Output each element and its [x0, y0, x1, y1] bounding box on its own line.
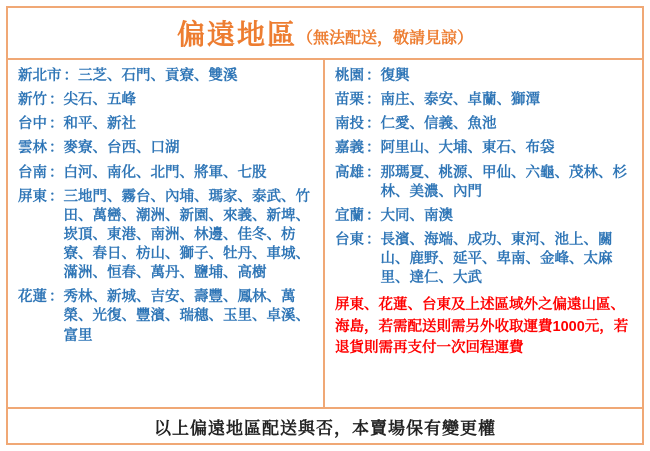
- area-separator: ：: [366, 92, 381, 109]
- area-row: [18, 91, 315, 110]
- area-separator: ：: [49, 140, 64, 157]
- area-row: [18, 67, 315, 86]
- area-row: [335, 207, 634, 226]
- area-separator: ：: [49, 92, 64, 109]
- area-separator: ：: [366, 116, 381, 133]
- area-places: 尖石、五峰: [63, 92, 136, 109]
- extra-shipping-notice: [335, 294, 634, 358]
- notice-frame: [6, 6, 644, 445]
- area-row: [335, 164, 634, 202]
- footer-text: 以上偏遠地區配送與否，本賣場保有變更權: [154, 418, 496, 438]
- area-row: [18, 188, 315, 284]
- area-separator: ：: [49, 289, 64, 306]
- area-places: 三芝、石門、貢寮、雙溪: [78, 68, 238, 84]
- title-bar: [8, 8, 642, 60]
- area-row: [18, 164, 315, 183]
- right-area-column: [325, 60, 642, 407]
- area-label: 台中: [18, 116, 47, 133]
- area-label: 新北市: [18, 68, 62, 84]
- area-label: 雲林: [18, 140, 47, 157]
- area-label: 台南: [18, 164, 47, 181]
- area-label: 高雄: [335, 164, 364, 181]
- area-label: 苗栗: [335, 92, 364, 109]
- area-label: 宜蘭: [335, 207, 364, 224]
- area-row: [18, 288, 315, 345]
- area-label: 南投: [335, 116, 364, 133]
- area-separator: ：: [49, 188, 64, 205]
- area-places: 秀林、新城、吉安、壽豐、鳳林、萬榮、光復、豐濱、瑞穗、玉里、卓溪、富里: [63, 289, 310, 344]
- page-title: 偏遠地區: [176, 19, 297, 50]
- area-label: 新竹: [18, 92, 47, 109]
- area-row: [18, 139, 315, 158]
- left-area-column: [8, 60, 325, 407]
- area-places: 那瑪夏、桃源、甲仙、六龜、茂林、杉林、美濃、內門: [380, 164, 627, 200]
- area-row: [335, 115, 634, 134]
- area-label: 嘉義: [335, 140, 364, 157]
- area-separator: ：: [366, 68, 381, 84]
- area-label: 花蓮: [18, 289, 47, 306]
- area-separator: ：: [366, 207, 381, 224]
- area-places: 阿里山、大埔、東石、布袋: [380, 140, 555, 157]
- area-places: 麥寮、台西、口湖: [63, 140, 180, 157]
- area-places: 大同、南澳: [380, 207, 453, 224]
- area-places: 復興: [380, 68, 410, 84]
- area-places: 三地門、霧台、內埔、瑪家、泰武、竹田、萬巒、潮洲、新園、來義、新埤、崁頂、東港、南洲、林邊、佳冬、枋寮、春日、枋山、獅子、牡丹、車城、滿洲、恒春、萬丹、鹽埔、高樹: [63, 188, 310, 282]
- area-places: 長濱、海端、成功、東河、池上、關山、鹿野、延平、卑南、金峰、太麻里、達仁、大武: [380, 231, 613, 287]
- area-separator: ：: [49, 164, 64, 181]
- area-label: 屏東: [18, 188, 47, 205]
- area-separator: ：: [63, 68, 78, 84]
- area-places: 南庄、泰安、卓蘭、獅潭: [380, 92, 540, 109]
- area-separator: ：: [49, 116, 64, 133]
- area-separator: ：: [366, 140, 381, 157]
- area-columns: [8, 60, 642, 407]
- page-subtitle: （無法配送，敬請見諒）: [297, 30, 474, 47]
- area-row: [335, 91, 634, 110]
- area-row: [335, 139, 634, 158]
- area-row: [18, 115, 315, 134]
- area-places: 白河、南化、北門、將軍、七股: [63, 164, 267, 181]
- footer-bar: [8, 407, 642, 443]
- area-row: [335, 67, 634, 86]
- area-separator: ：: [366, 231, 381, 248]
- extra-shipping-notice-text: 屏東、花蓮、台東及上述區域外之偏遠山區、海島，若需配送則需另外收取運費1000元，若退貨則需再支付一次回程運費: [335, 297, 629, 357]
- area-places: 仁愛、信義、魚池: [380, 116, 497, 133]
- area-label: 台東: [335, 231, 364, 248]
- area-places: 和平、新社: [63, 116, 136, 133]
- area-row: [335, 231, 634, 288]
- area-separator: ：: [366, 164, 381, 181]
- area-label: 桃園: [335, 68, 364, 84]
